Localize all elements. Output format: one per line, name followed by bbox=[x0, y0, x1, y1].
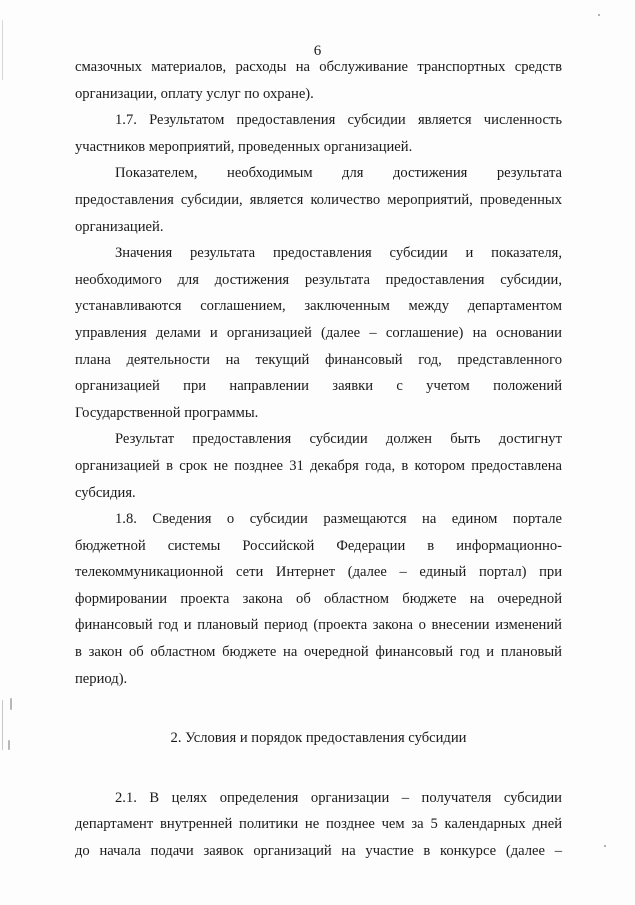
text-line: Значения результата предоставления субсидии и показателя, bbox=[115, 245, 562, 262]
scan-speck bbox=[10, 698, 12, 710]
text-line: Результат предоставления субсидии должен быть достигнут bbox=[115, 431, 562, 448]
text-line: организацией в срок не позднее 31 декабря года, в котором предоставлена bbox=[75, 457, 562, 474]
text-line: организации, оплату услуг по охране). bbox=[75, 85, 314, 102]
text-line: Государственной программы. bbox=[75, 404, 259, 421]
text-line: в закон об областном бюджете на очередной финансовый год и плановый bbox=[75, 644, 562, 661]
text-line: формировании проекта закона об областном бюджете на очередной bbox=[75, 590, 562, 607]
scan-speck bbox=[604, 845, 606, 847]
scan-speck bbox=[598, 14, 600, 16]
text-line: организацией. bbox=[75, 218, 164, 235]
text-line: смазочных материалов, расходы на обслуживание транспортных средств bbox=[75, 59, 562, 75]
text-line: организацией при направлении заявки с учетом положений bbox=[75, 378, 562, 395]
scan-speck bbox=[2, 20, 3, 80]
text-line: до начала подачи заявок организаций на участие в конкурсе (далее – bbox=[75, 843, 562, 860]
text-line: департамент внутренней политики не позднее чем за 5 календарных дней bbox=[75, 816, 562, 833]
text-line: 2.1. В целях определения организации – получателя субсидии bbox=[115, 789, 562, 806]
text-line: участников мероприятий, проведенных организацией. bbox=[75, 138, 413, 155]
document-body bbox=[75, 54, 562, 865]
text-line: финансовый год и плановый период (проекта закона о внесении изменений bbox=[75, 617, 562, 634]
text-line: субсидия. bbox=[75, 484, 136, 501]
text-line: бюджетной системы Российской Федерации в информационно- bbox=[75, 537, 562, 554]
page-number: 6 bbox=[313, 43, 322, 59]
text-line: 1.7. Результатом предоставления субсидии является численность bbox=[115, 112, 562, 129]
text-line: период). bbox=[75, 670, 128, 687]
scan-speck bbox=[8, 740, 10, 750]
section-heading: 2. Условия и порядок предоставления субсидии bbox=[170, 730, 467, 747]
text-line: телекоммуникационной сети Интернет (далее – единый портал) при bbox=[75, 564, 562, 581]
text-line: плана деятельности на текущий финансовый год, представленного bbox=[75, 351, 562, 368]
text-line: управления делами и организацией (далее – соглашение) на основании bbox=[75, 324, 562, 341]
scan-speck bbox=[2, 700, 3, 750]
text-line: Показателем, необходимым для достижения результата bbox=[115, 165, 562, 182]
text-line: необходимого для достижения результата предоставления субсидии, bbox=[75, 271, 562, 288]
text-line: предоставления субсидии, является количество мероприятий, проведенных bbox=[75, 191, 562, 208]
text-line: устанавливаются соглашением, заключенным между департаментом bbox=[75, 298, 562, 315]
text-line: 1.8. Сведения о субсидии размещаются на едином портале bbox=[115, 511, 562, 528]
